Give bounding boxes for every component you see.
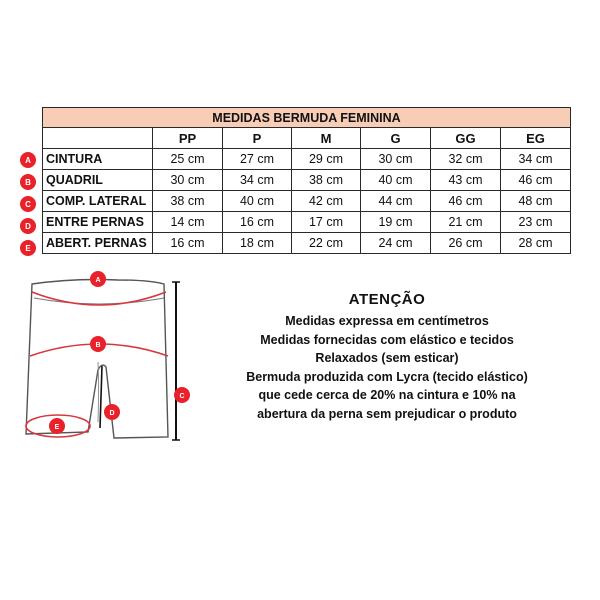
table-cell: 17 cm (292, 212, 361, 233)
table-cell: 18 cm (223, 233, 292, 254)
notice-line: Medidas expressa em centímetros (285, 314, 489, 328)
table-cell: 19 cm (361, 212, 431, 233)
table-cell: 32 cm (431, 149, 501, 170)
svg-text:B: B (95, 342, 101, 349)
table-cell: 30 cm (153, 170, 223, 191)
notice-line: abertura da perna sem prejudicar o produto (257, 406, 517, 421)
diagram-marker-d (104, 404, 120, 420)
table-row-quadril (43, 170, 571, 191)
notice-title: ATENÇÃO (348, 291, 426, 308)
table-cell: 22 cm (292, 233, 361, 254)
table-cell: 16 cm (153, 233, 223, 254)
row-label: COMP. LATERAL (43, 191, 153, 212)
bermuda-diagram (14, 262, 204, 452)
table-cell: 38 cm (292, 170, 361, 191)
notice-line: Relaxados (sem esticar) (315, 351, 459, 365)
table-cell: 24 cm (361, 233, 431, 254)
table-cell: 43 cm (431, 170, 501, 191)
table-row-entre-pernas (43, 212, 571, 233)
table-cell: 48 cm (501, 191, 571, 212)
marker-c-badge: C (20, 196, 36, 212)
table-cell: 42 cm (292, 191, 361, 212)
marker-a-badge: A (20, 152, 36, 168)
table-cell: 34 cm (501, 149, 571, 170)
row-label: QUADRIL (43, 170, 153, 191)
notice-line: que cede cerca de 20% na cintura e 10% na (258, 388, 516, 402)
table-title-row (43, 108, 571, 128)
marker-b-badge: B (20, 174, 36, 190)
row-label: ABERT. PERNAS (43, 233, 153, 254)
notice-line: Medidas fornecidas com elástico e tecidos (260, 332, 514, 347)
table-cell: 28 cm (501, 233, 571, 254)
table-cell: 30 cm (361, 149, 431, 170)
svg-text:A: A (95, 277, 101, 284)
inseam-measure-line (100, 366, 102, 428)
table-header-row (43, 128, 571, 149)
table-cell: 27 cm (223, 149, 292, 170)
table-corner-cell (43, 128, 153, 149)
size-header-p: P (223, 128, 292, 149)
table-row-cintura (43, 149, 571, 170)
row-label: ENTRE PERNAS (43, 212, 153, 233)
table-cell: 29 cm (292, 149, 361, 170)
table-cell: 14 cm (153, 212, 223, 233)
table-row-comp-lateral (43, 191, 571, 212)
waist-measure-line (32, 292, 166, 305)
table-cell: 44 cm (361, 191, 431, 212)
svg-text:C: C (179, 393, 185, 400)
size-header-gg: GG (431, 128, 501, 149)
table-cell: 16 cm (223, 212, 292, 233)
size-header-pp: PP (153, 128, 223, 149)
marker-d-badge: D (20, 218, 36, 234)
table-cell: 26 cm (431, 233, 501, 254)
table-row-abert-pernas (43, 233, 571, 254)
size-header-eg: EG (501, 128, 571, 149)
table-cell: 23 cm (501, 212, 571, 233)
svg-text:E: E (54, 424, 60, 431)
diagram-marker-b (90, 336, 106, 352)
marker-e-badge: E (20, 240, 36, 256)
row-label: CINTURA (43, 149, 153, 170)
svg-text:D: D (109, 410, 115, 417)
table-title: MEDIDAS BERMUDA FEMININA (43, 108, 571, 128)
diagram-marker-e (49, 418, 65, 434)
size-header-m: M (292, 128, 361, 149)
table-cell: 46 cm (501, 170, 571, 191)
center-seam (98, 362, 99, 422)
table-cell: 40 cm (223, 191, 292, 212)
bermuda-outline (26, 280, 168, 439)
notice-line: Bermuda produzida com Lycra (tecido elástico) (246, 369, 528, 384)
table-cell: 25 cm (153, 149, 223, 170)
table-cell: 38 cm (153, 191, 223, 212)
size-table (42, 107, 571, 254)
size-header-g: G (361, 128, 431, 149)
table-cell: 46 cm (431, 191, 501, 212)
table-cell: 34 cm (223, 170, 292, 191)
diagram-marker-c (174, 387, 190, 403)
attention-notice (212, 291, 562, 423)
table-cell: 40 cm (361, 170, 431, 191)
diagram-marker-a (90, 271, 106, 287)
table-cell: 21 cm (431, 212, 501, 233)
